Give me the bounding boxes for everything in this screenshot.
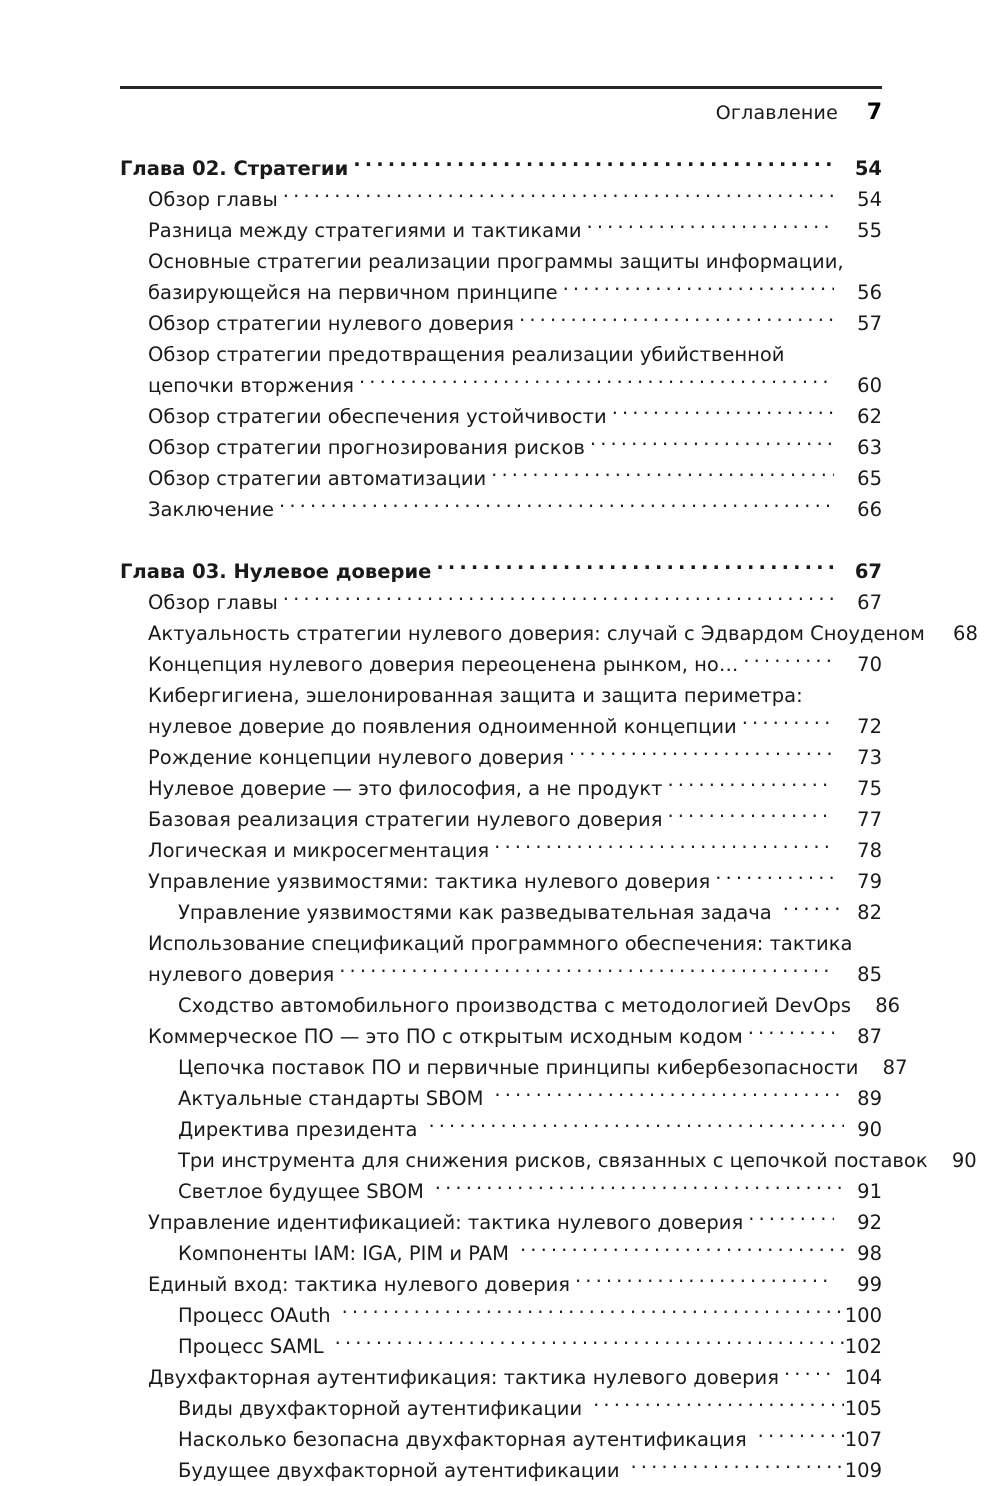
toc-entry-page-number: 89 bbox=[857, 1087, 882, 1110]
toc-dot-leader bbox=[575, 1260, 834, 1291]
toc-dot-leader bbox=[428, 1105, 844, 1136]
toc-dot-leader bbox=[748, 1198, 834, 1229]
toc-entry-label: Виды двухфакторной аутентификации bbox=[178, 1397, 583, 1420]
toc-entry-label: Насколько безопасна двухфакторная аутентификация bbox=[178, 1428, 747, 1451]
toc-entry-page-number: 87 bbox=[882, 1056, 908, 1079]
toc-entry-label: Использование спецификаций программного обеспечения: тактика bbox=[148, 932, 853, 955]
toc-entry-label: нулевое доверие до появления одноименной концепции bbox=[148, 715, 737, 738]
toc-entry-page-number: 57 bbox=[857, 312, 882, 335]
toc-entry-label: Рождение концепции нулевого доверия bbox=[148, 746, 564, 769]
toc-entry-page-number: 87 bbox=[857, 1025, 882, 1048]
toc-entry-page-number: 54 bbox=[854, 157, 882, 180]
toc-dot-leader bbox=[668, 764, 835, 795]
toc-entry-page-number: 67 bbox=[854, 560, 882, 583]
toc-entry-page-number: 75 bbox=[857, 777, 882, 800]
toc-dot-leader bbox=[784, 1353, 834, 1384]
toc-entry-page-number: 100 bbox=[844, 1304, 882, 1327]
toc-entry-label: Актуальность стратегии нулевого доверия: случай с Эдвардом Сноуденом bbox=[148, 622, 925, 645]
toc-entry-page-number: 91 bbox=[857, 1180, 882, 1203]
toc-entry-page-number: 86 bbox=[875, 994, 901, 1017]
toc-entry-page-number: 102 bbox=[844, 1335, 882, 1358]
toc-entry-page-number: 107 bbox=[844, 1428, 882, 1451]
toc-entry-label: Будущее двухфакторной аутентификации bbox=[178, 1459, 620, 1482]
toc-dot-leader bbox=[612, 392, 834, 423]
toc-entry-label: Процесс OAuth bbox=[178, 1304, 331, 1327]
toc-chapter-row[interactable] bbox=[120, 547, 882, 583]
toc-entry-label: Управление идентификацией: тактика нулевого доверия bbox=[148, 1211, 744, 1234]
toc-entry-label: Концепция нулевого доверия переоценена рынком, но… bbox=[148, 653, 739, 676]
toc-dot-leader bbox=[783, 888, 844, 919]
toc-entry-label: Обзор главы bbox=[148, 591, 278, 614]
toc-entry-label: базирующейся на первичном принципе bbox=[148, 281, 558, 304]
toc-entry-label: Компоненты IAM: IGA, PIM и PAM bbox=[178, 1242, 509, 1265]
toc-entry-page-number: 73 bbox=[857, 746, 882, 769]
toc-entry-label: Обзор главы bbox=[148, 188, 278, 211]
toc-entry-label: Обзор стратегии автоматизации bbox=[148, 467, 487, 490]
toc-dot-leader bbox=[494, 826, 834, 857]
toc-entry-label: Сходство автомобильного производства с методологией DevOps bbox=[178, 994, 852, 1017]
toc-dot-leader bbox=[667, 795, 834, 826]
toc-entry-label: Основные стратегии реализации программы защиты информации, bbox=[148, 250, 844, 273]
toc-entry-page-number: 85 bbox=[857, 963, 882, 986]
toc-entry-label: Директива президента bbox=[178, 1118, 418, 1141]
header-page-number: 7 bbox=[866, 100, 882, 125]
toc-entry-label: Управление уязвимостями как разведывательная задача bbox=[178, 901, 772, 924]
toc-dot-leader bbox=[715, 857, 834, 888]
toc-dot-leader bbox=[436, 547, 834, 578]
toc-dot-leader bbox=[339, 950, 834, 981]
toc-entry-page-number: 78 bbox=[857, 839, 882, 862]
header-rule bbox=[120, 86, 882, 89]
toc-entry-page-number: 66 bbox=[857, 498, 882, 521]
toc-entry-label: Управление уязвимостями: тактика нулевого доверия bbox=[148, 870, 711, 893]
toc-entry-page-number: 109 bbox=[844, 1459, 882, 1482]
toc-entry-page-number: 104 bbox=[844, 1366, 882, 1389]
toc-dot-leader bbox=[748, 1012, 834, 1043]
header-title: Оглавление bbox=[715, 102, 838, 124]
toc-entry-label: цепочки вторжения bbox=[148, 374, 354, 397]
toc-dot-leader bbox=[435, 1167, 844, 1198]
toc-entry-page-number: 105 bbox=[844, 1397, 882, 1420]
toc-dot-leader bbox=[283, 578, 834, 609]
toc-entry-page-number: 90 bbox=[857, 1118, 882, 1141]
toc-entry-label: Разница между стратегиями и тактиками bbox=[148, 219, 582, 242]
toc-dot-leader bbox=[494, 1074, 844, 1105]
toc-dot-leader bbox=[742, 702, 834, 733]
toc-entry-page-number: 92 bbox=[857, 1211, 882, 1234]
toc-entry-page-number: 90 bbox=[951, 1149, 977, 1172]
toc-dot-leader bbox=[631, 1446, 845, 1477]
toc-dot-leader bbox=[569, 733, 834, 764]
toc-dot-leader bbox=[283, 175, 834, 206]
toc-entry-page-number: 79 bbox=[857, 870, 882, 893]
toc-dot-leader bbox=[520, 1229, 844, 1260]
toc-dot-leader bbox=[335, 1322, 844, 1353]
table-of-contents bbox=[120, 144, 978, 1482]
toc-entry-label: Единый вход: тактика нулевого доверия bbox=[148, 1273, 570, 1296]
toc-entry-label: Обзор стратегии предотвращения реализации убийственной bbox=[148, 343, 785, 366]
toc-entry-page-number: 60 bbox=[857, 374, 882, 397]
toc-dot-leader bbox=[279, 485, 834, 516]
toc-entry-page-number: 67 bbox=[857, 591, 882, 614]
toc-dot-leader bbox=[587, 206, 834, 237]
toc-entry-page-number: 72 bbox=[857, 715, 882, 738]
toc-entry-page-number: 65 bbox=[857, 467, 882, 490]
toc-entry-page-number: 62 bbox=[857, 405, 882, 428]
toc-entry-label: Обзор стратегии обеспечения устойчивости bbox=[148, 405, 607, 428]
toc-entry-label: Заключение bbox=[148, 498, 275, 521]
toc-entry-label: Базовая реализация стратегии нулевого доверия bbox=[148, 808, 663, 831]
toc-entry-page-number: 68 bbox=[953, 622, 978, 645]
toc-entry-label: Логическая и микросегментация bbox=[148, 839, 490, 862]
toc-dot-leader bbox=[342, 1291, 844, 1322]
toc-entry-label: Процесс SAML bbox=[178, 1335, 324, 1358]
toc-dot-leader bbox=[359, 361, 834, 392]
toc-entry-label: Светлое будущее SBOM bbox=[178, 1180, 424, 1203]
toc-entry-label: Обзор стратегии прогнозирования рисков bbox=[148, 436, 585, 459]
toc-dot-leader bbox=[743, 640, 834, 671]
toc-entry-label: нулевого доверия bbox=[148, 963, 335, 986]
header-row bbox=[120, 100, 882, 125]
toc-entry-page-number: 54 bbox=[857, 188, 882, 211]
toc-entry-label: Три инструмента для снижения рисков, связанных с цепочкой поставок bbox=[178, 1149, 928, 1172]
toc-dot-leader bbox=[353, 144, 834, 175]
toc-chapter-row[interactable] bbox=[120, 144, 882, 180]
toc-entry-label: Кибергигиена, эшелонированная защита и защита периметра: bbox=[148, 684, 803, 707]
toc-dot-leader bbox=[491, 454, 834, 485]
toc-entry-page-number: 56 bbox=[857, 281, 882, 304]
toc-entry-label: Нулевое доверие — это философия, а не продукт bbox=[148, 777, 663, 800]
toc-dot-leader bbox=[590, 423, 834, 454]
toc-entry-page-number: 98 bbox=[857, 1242, 882, 1265]
toc-entry-label: Двухфакторная аутентификация: тактика нулевого доверия bbox=[148, 1366, 779, 1389]
toc-dot-leader bbox=[519, 299, 834, 330]
toc-entry-page-number: 82 bbox=[857, 901, 882, 924]
toc-entry-label: Коммерческое ПО — это ПО с открытым исходным кодом bbox=[148, 1025, 743, 1048]
toc-entry-label: Обзор стратегии нулевого доверия bbox=[148, 312, 515, 335]
toc-entry-label: Глава 03. Нулевое доверие bbox=[120, 560, 432, 583]
toc-entry-label: Актуальные стандарты SBOM bbox=[178, 1087, 484, 1110]
toc-entry-page-number: 77 bbox=[857, 808, 882, 831]
toc-entry-page-number: 55 bbox=[857, 219, 882, 242]
toc-dot-leader bbox=[758, 1415, 844, 1446]
running-header bbox=[120, 86, 882, 125]
toc-entry-label: Цепочка поставок ПО и первичные принципы кибербезопасности bbox=[178, 1056, 859, 1079]
toc-dot-leader bbox=[563, 268, 834, 299]
toc-entry-page-number: 70 bbox=[857, 653, 882, 676]
toc-entry-page-number: 99 bbox=[857, 1273, 882, 1296]
toc-dot-leader bbox=[593, 1384, 844, 1415]
toc-entry-page-number: 63 bbox=[857, 436, 882, 459]
toc-entry-label: Глава 02. Стратегии bbox=[120, 157, 349, 180]
